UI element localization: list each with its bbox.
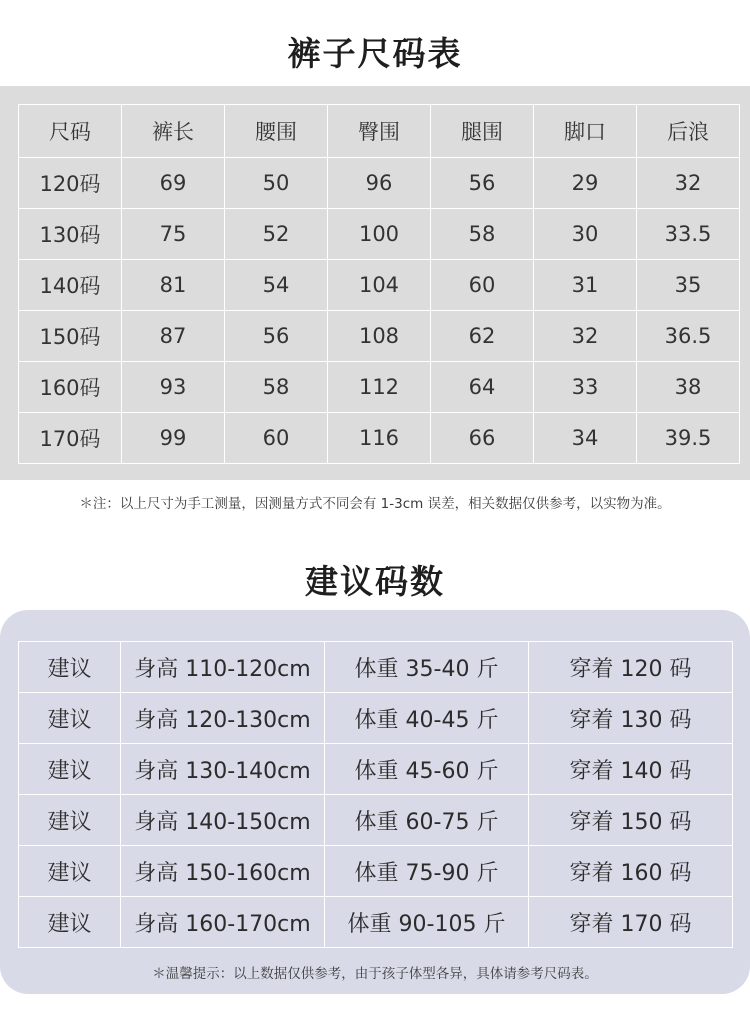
size-row <box>19 362 740 413</box>
size-cell: 99 <box>122 413 225 464</box>
recommend-table <box>18 641 733 948</box>
size-cell: 34 <box>534 413 637 464</box>
size-cell: 116 <box>328 413 431 464</box>
size-cell: 35 <box>637 260 740 311</box>
recommend-label: 建议 <box>19 846 121 897</box>
recommend-weight: 体重 60-75 斤 <box>325 795 529 846</box>
recommend-row <box>19 642 733 693</box>
size-cell: 33.5 <box>637 209 740 260</box>
recommend-size: 穿着 130 码 <box>529 693 733 744</box>
recommend-label: 建议 <box>19 897 121 948</box>
size-cell: 29 <box>534 158 637 209</box>
recommend-weight: 体重 35-40 斤 <box>325 642 529 693</box>
header-pants-length: 裤长 <box>122 105 225 158</box>
header-back-rise: 后浪 <box>637 105 740 158</box>
size-cell: 170码 <box>19 413 122 464</box>
header-waist: 腰围 <box>225 105 328 158</box>
recommend-weight: 体重 40-45 斤 <box>325 693 529 744</box>
size-cell: 32 <box>637 158 740 209</box>
recommend-weight: 体重 45-60 斤 <box>325 744 529 795</box>
size-header-row <box>19 105 740 158</box>
recommend-note: ＊温馨提示：以上数据仅供参考，由于孩子体型各异，具体请参考尺码表。 <box>152 966 598 982</box>
size-cell: 66 <box>431 413 534 464</box>
header-size: 尺码 <box>19 105 122 158</box>
size-cell: 104 <box>328 260 431 311</box>
size-row <box>19 209 740 260</box>
size-cell: 160码 <box>19 362 122 413</box>
size-chart-note: ＊注：以上尺寸为手工测量，因测量方式不同会有 1-3cm 误差，相关数据仅供参考，以实物为准。 <box>79 496 671 512</box>
size-row <box>19 413 740 464</box>
size-cell: 64 <box>431 362 534 413</box>
size-cell: 150码 <box>19 311 122 362</box>
size-cell: 58 <box>431 209 534 260</box>
recommend-height: 身高 130-140cm <box>121 744 325 795</box>
recommend-height: 身高 120-130cm <box>121 693 325 744</box>
recommend-label: 建议 <box>19 642 121 693</box>
size-cell: 30 <box>534 209 637 260</box>
recommend-height: 身高 150-160cm <box>121 846 325 897</box>
recommend-size: 穿着 170 码 <box>529 897 733 948</box>
recommend-row <box>19 693 733 744</box>
recommend-row <box>19 795 733 846</box>
size-row <box>19 260 740 311</box>
size-cell: 50 <box>225 158 328 209</box>
size-cell: 56 <box>225 311 328 362</box>
recommend-weight: 体重 75-90 斤 <box>325 846 529 897</box>
recommend-row <box>19 744 733 795</box>
size-cell: 75 <box>122 209 225 260</box>
recommend-row <box>19 846 733 897</box>
size-cell: 130码 <box>19 209 122 260</box>
header-thigh: 腿围 <box>431 105 534 158</box>
size-cell: 33 <box>534 362 637 413</box>
size-cell: 54 <box>225 260 328 311</box>
recommend-size: 穿着 120 码 <box>529 642 733 693</box>
recommend-label: 建议 <box>19 744 121 795</box>
size-cell: 93 <box>122 362 225 413</box>
size-cell: 108 <box>328 311 431 362</box>
size-cell: 120码 <box>19 158 122 209</box>
size-cell: 112 <box>328 362 431 413</box>
size-cell: 52 <box>225 209 328 260</box>
recommend-row <box>19 897 733 948</box>
size-cell: 140码 <box>19 260 122 311</box>
recommend-size: 穿着 160 码 <box>529 846 733 897</box>
size-chart-table <box>18 104 740 464</box>
size-cell: 60 <box>225 413 328 464</box>
recommend-label: 建议 <box>19 693 121 744</box>
size-cell: 69 <box>122 158 225 209</box>
size-cell: 96 <box>328 158 431 209</box>
size-chart-title: 裤子尺码表 <box>287 34 463 73</box>
recommend-size: 穿着 140 码 <box>529 744 733 795</box>
size-cell: 39.5 <box>637 413 740 464</box>
size-cell: 100 <box>328 209 431 260</box>
recommend-size: 穿着 150 码 <box>529 795 733 846</box>
size-cell: 36.5 <box>637 311 740 362</box>
recommend-title: 建议码数 <box>305 562 445 601</box>
recommend-height: 身高 140-150cm <box>121 795 325 846</box>
recommend-label: 建议 <box>19 795 121 846</box>
size-cell: 56 <box>431 158 534 209</box>
size-cell: 81 <box>122 260 225 311</box>
size-cell: 32 <box>534 311 637 362</box>
recommend-height: 身高 110-120cm <box>121 642 325 693</box>
recommend-height: 身高 160-170cm <box>121 897 325 948</box>
size-cell: 87 <box>122 311 225 362</box>
size-cell: 60 <box>431 260 534 311</box>
header-leg-opening: 脚口 <box>534 105 637 158</box>
header-hip: 臀围 <box>328 105 431 158</box>
recommend-weight: 体重 90-105 斤 <box>325 897 529 948</box>
size-row <box>19 311 740 362</box>
size-cell: 58 <box>225 362 328 413</box>
size-row <box>19 158 740 209</box>
size-cell: 38 <box>637 362 740 413</box>
size-cell: 62 <box>431 311 534 362</box>
size-cell: 31 <box>534 260 637 311</box>
